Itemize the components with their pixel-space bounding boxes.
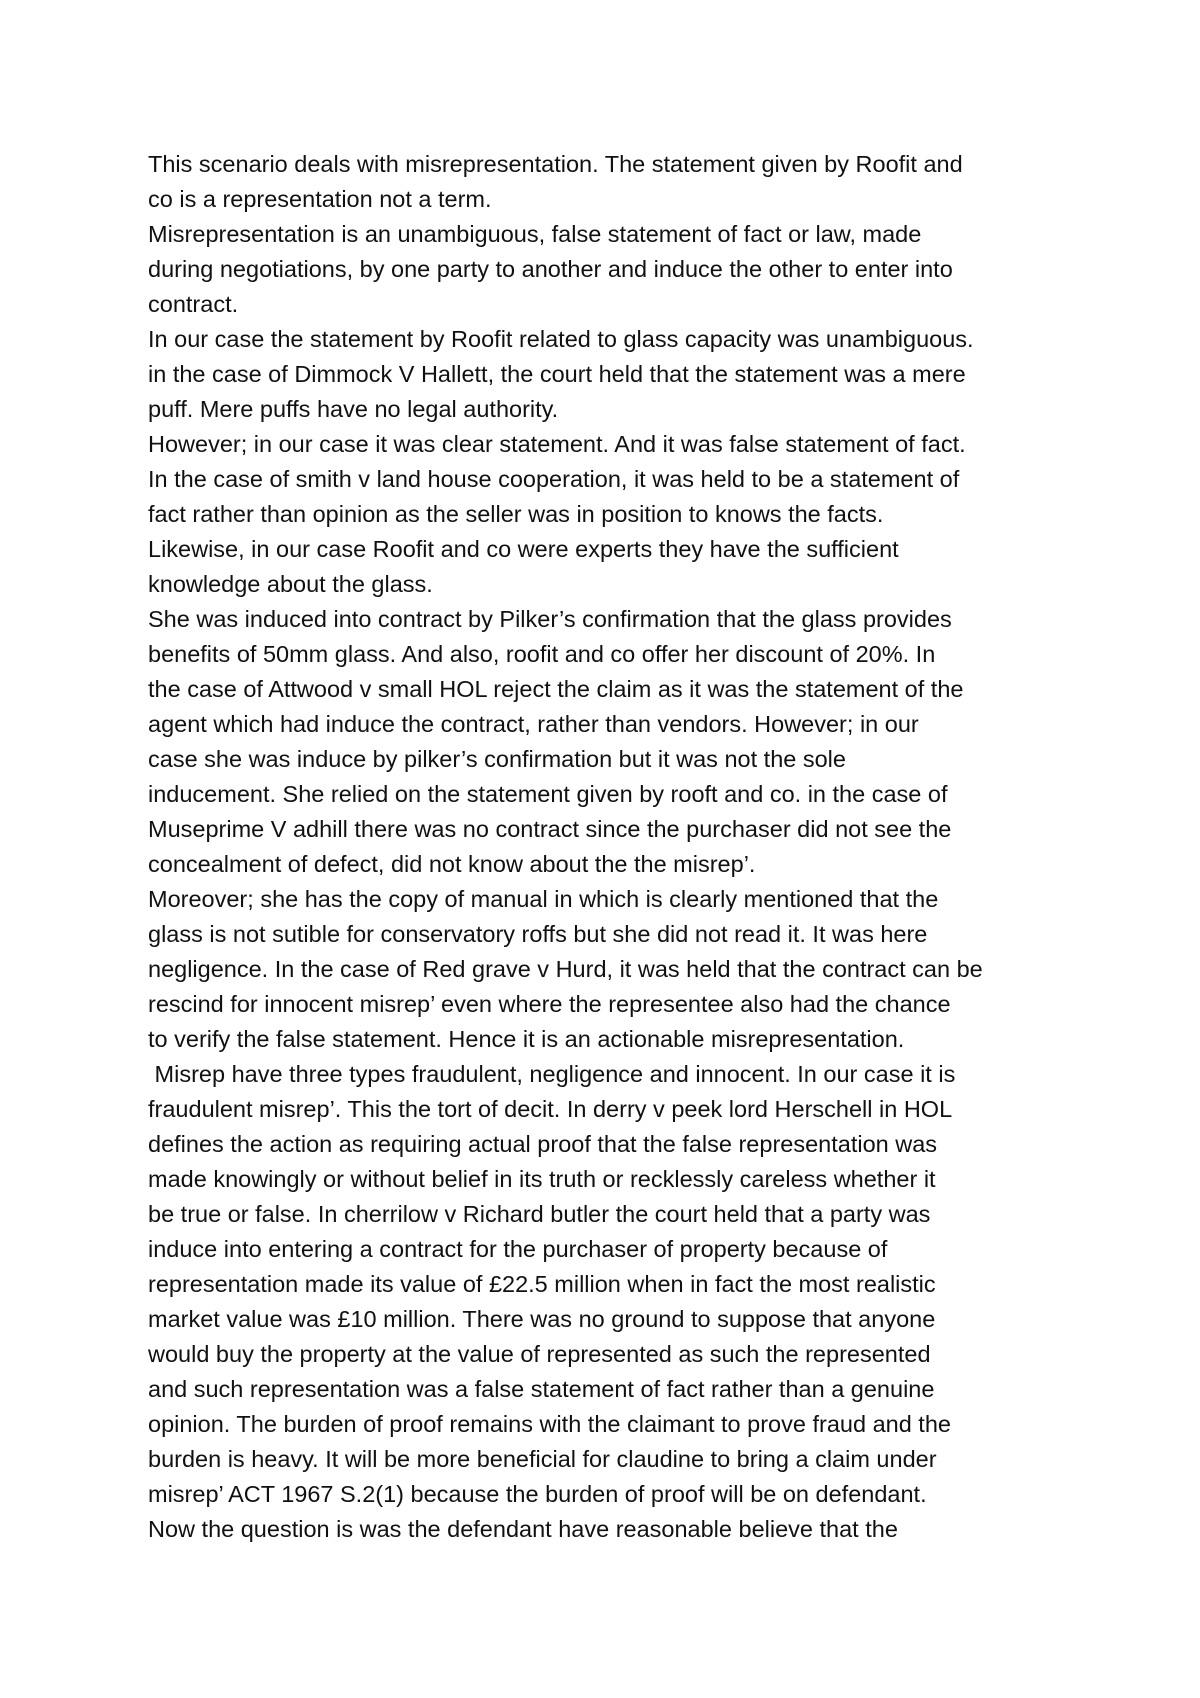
text-line: opinion. The burden of proof remains with the claimant to prove fraud and the	[148, 1411, 951, 1437]
text-line: concealment of defect, did not know about the the misrep’.	[148, 851, 756, 877]
text-line: in the case of Dimmock V Hallett, the court held that the statement was a mere	[148, 361, 966, 387]
text-line: fact rather than opinion as the seller was in position to knows the facts.	[148, 501, 884, 527]
text-line: She was induced into contract by Pilker’s confirmation that the glass provides	[148, 606, 952, 632]
text-line: misrep’ ACT 1967 S.2(1) because the burden of proof will be on defendant.	[148, 1481, 927, 1507]
text-line: In the case of smith v land house cooperation, it was held to be a statement of	[148, 466, 960, 492]
text-line: burden is heavy. It will be more beneficial for claudine to bring a claim under	[148, 1446, 937, 1472]
body-text	[148, 147, 1148, 1547]
text-line: In our case the statement by Roofit related to glass capacity was unambiguous.	[148, 326, 974, 352]
text-line: be true or false. In cherrilow v Richard butler the court held that a party was	[148, 1201, 931, 1227]
text-line: inducement. She relied on the statement given by rooft and co. in the case of	[148, 781, 948, 807]
text-line: induce into entering a contract for the purchaser of property because of	[148, 1236, 888, 1262]
text-line: the case of Attwood v small HOL reject the claim as it was the statement of the	[148, 676, 964, 702]
text-line: to verify the false statement. Hence it is an actionable misrepresentation.	[148, 1026, 905, 1052]
text-line: defines the action as requiring actual proof that the false representation was	[148, 1131, 938, 1157]
text-line: negligence. In the case of Red grave v Hurd, it was held that the contract can be	[148, 956, 983, 982]
text-line: during negotiations, by one party to another and induce the other to enter into	[148, 256, 953, 282]
text-line: agent which had induce the contract, rather than vendors. However; in our	[148, 711, 919, 737]
text-line: glass is not sutible for conservatory roffs but she did not read it. It was here	[148, 921, 928, 947]
text-line: Likewise, in our case Roofit and co were experts they have the sufficient	[148, 536, 899, 562]
text-line: and such representation was a false statement of fact rather than a genuine	[148, 1376, 935, 1402]
text-line: rescind for innocent misrep’ even where the representee also had the chance	[148, 991, 951, 1017]
text-line: co is a representation not a term.	[148, 186, 492, 212]
text-line: knowledge about the glass.	[148, 571, 433, 597]
text-line: Misrepresentation is an unambiguous, false statement of fact or law, made	[148, 221, 922, 247]
text-line: Misrep have three types fraudulent, negligence and innocent. In our case it is	[148, 1061, 956, 1087]
text-line: puff. Mere puffs have no legal authority.	[148, 396, 559, 422]
text-line: benefits of 50mm glass. And also, roofit and co offer her discount of 20%. In	[148, 641, 936, 667]
text-line: case she was induce by pilker’s confirmation but it was not the sole	[148, 746, 846, 772]
text-line: would buy the property at the value of represented as such the represented	[148, 1341, 931, 1367]
text-line: Moreover; she has the copy of manual in which is clearly mentioned that the	[148, 886, 939, 912]
text-line: This scenario deals with misrepresentation. The statement given by Roofit and	[148, 151, 963, 177]
text-line: made knowingly or without belief in its truth or recklessly careless whether it	[148, 1166, 936, 1192]
text-line: However; in our case it was clear statement. And it was false statement of fact.	[148, 431, 966, 457]
text-line: market value was £10 million. There was no ground to suppose that anyone	[148, 1306, 936, 1332]
text-line: Now the question is was the defendant have reasonable believe that the	[148, 1516, 898, 1542]
text-line: contract.	[148, 291, 239, 317]
text-line: fraudulent misrep’. This the tort of decit. In derry v peek lord Herschell in HOL	[148, 1096, 953, 1122]
text-line: Museprime V adhill there was no contract since the purchaser did not see the	[148, 816, 952, 842]
text-line: representation made its value of £22.5 million when in fact the most realistic	[148, 1271, 936, 1297]
